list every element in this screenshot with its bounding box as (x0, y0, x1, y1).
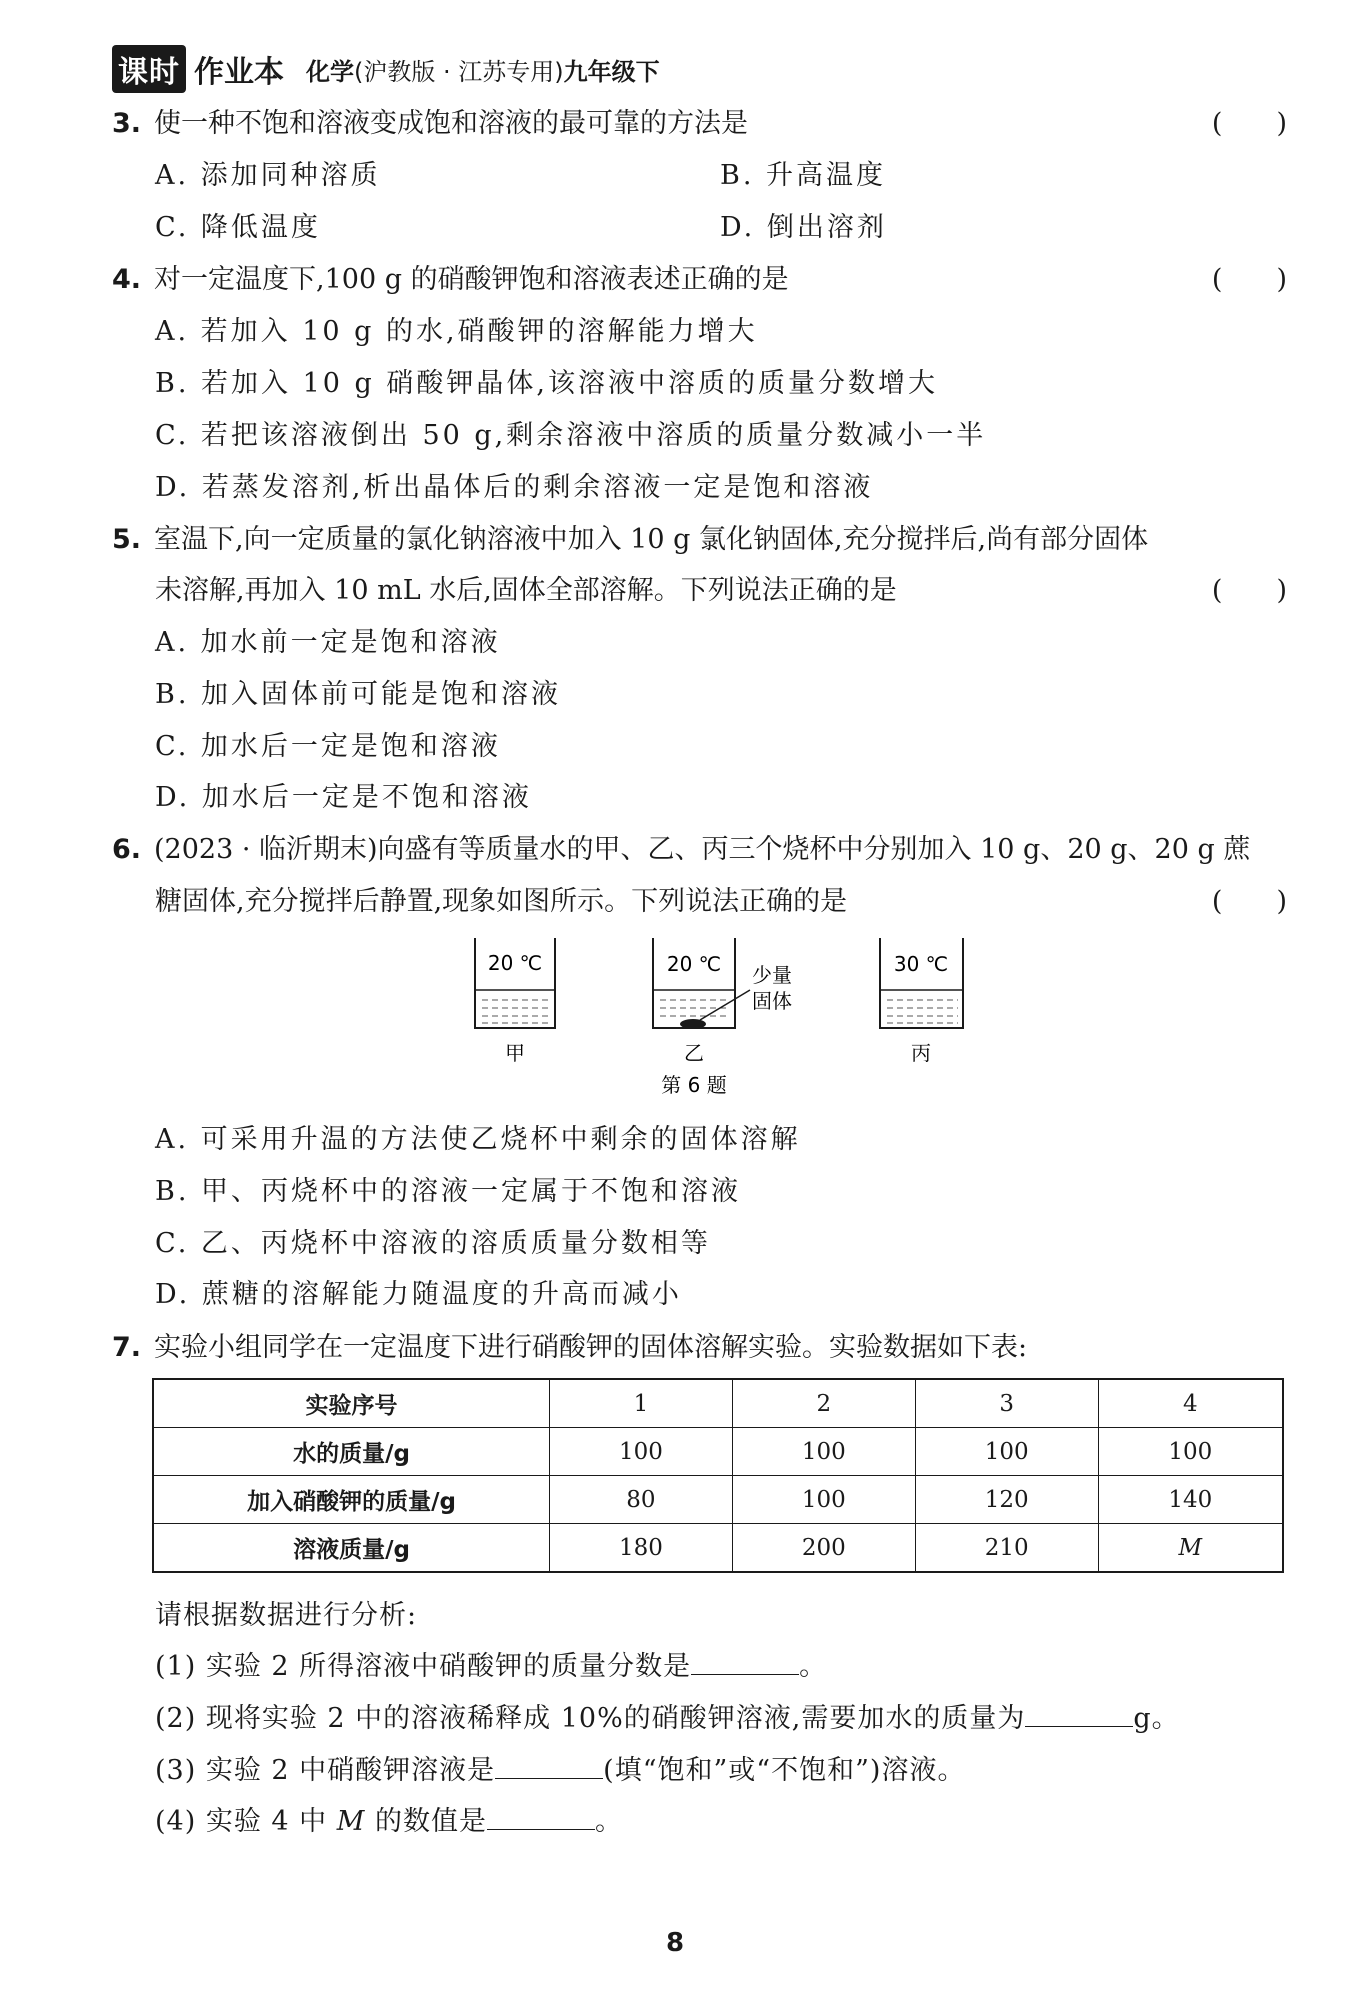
table-cell: 120 (915, 1476, 1098, 1524)
data-table (152, 1378, 1284, 1573)
solid-residue (680, 1019, 706, 1029)
option: A. 加水前一定是饱和溶液 (155, 627, 501, 658)
figure-caption: 第 6 题 (661, 1073, 727, 1097)
answer-paren: ( ) (1211, 264, 1287, 295)
beaker-bing (880, 938, 963, 1065)
option: C. 若把该溶液倒出 50 g,剩余溶液中溶质的质量分数减小一半 (155, 420, 987, 451)
table-cell: 80 (550, 1476, 733, 1524)
stem-text: 对一定温度下,100 g 的硝酸钾饱和溶液表述正确的是 (154, 264, 789, 295)
table-cell: 100 (1098, 1428, 1283, 1476)
table-cell: 210 (915, 1524, 1098, 1573)
option: B. 加入固体前可能是饱和溶液 (155, 679, 562, 710)
sub-text: 的数值是 (375, 1806, 488, 1837)
question-number: 3. (112, 108, 142, 139)
option: B. 甲、丙烧杯中的溶液一定属于不饱和溶液 (155, 1176, 742, 1207)
option: B. 升高温度 (720, 160, 887, 191)
question-7-stem (112, 1330, 1287, 1366)
answer-blank[interactable] (1025, 1700, 1133, 1727)
sub-question-4 (155, 1803, 623, 1840)
beaker-label: 甲 (505, 1041, 525, 1065)
question-5-stem-cont (155, 573, 1287, 609)
option: D. 加水后一定是不饱和溶液 (155, 782, 532, 813)
row-header: 水的质量/g (153, 1428, 550, 1476)
sub-text: (1) 实验 2 所得溶液中硝酸钾的质量分数是 (155, 1651, 692, 1682)
table-cell: 100 (732, 1476, 915, 1524)
variable-m: M (336, 1806, 366, 1837)
annotation: 少量 (752, 963, 792, 987)
answer-paren: ( ) (1211, 108, 1287, 139)
table-cell: 1 (550, 1379, 733, 1428)
logo-text: 作业本 (194, 55, 284, 90)
beaker-figure (460, 930, 980, 1110)
stem-text: 使一种不饱和溶液变成饱和溶液的最可靠的方法是 (154, 108, 748, 139)
table-cell: 4 (1098, 1379, 1283, 1428)
question-3-stem (112, 106, 1287, 142)
option: D. 蔗糖的溶解能力随温度的升高而减小 (155, 1279, 682, 1310)
stem-text: (2023 · 临沂期末)向盛有等质量水的甲、乙、丙三个烧杯中分别加入 10 g、20 g、20 g 蔗 (154, 834, 1251, 865)
annotation: 固体 (752, 989, 792, 1013)
beaker-label: 乙 (684, 1041, 704, 1065)
option: A. 若加入 10 g 的水,硝酸钾的溶解能力增大 (155, 316, 758, 347)
beaker-yi (653, 938, 792, 1097)
logo-box: 课时 (112, 45, 186, 93)
table-row (153, 1428, 1283, 1476)
question-number: 6. (112, 834, 142, 865)
row-header: 加入硝酸钾的质量/g (153, 1476, 550, 1524)
row-header: 溶液质量/g (153, 1524, 550, 1573)
answer-paren: ( ) (1211, 575, 1287, 606)
answer-paren: ( ) (1211, 886, 1287, 917)
answer-blank[interactable] (495, 1752, 603, 1779)
table-cell: 180 (550, 1524, 733, 1573)
row-header: 实验序号 (153, 1379, 550, 1428)
question-5-stem (112, 522, 1287, 558)
table-cell: 3 (915, 1379, 1098, 1428)
beaker-temp: 20 ℃ (487, 951, 543, 975)
stem-text: 糖固体,充分搅拌后静置,现象如图所示。下列说法正确的是 (155, 886, 848, 917)
table-cell: 100 (915, 1428, 1098, 1476)
answer-blank[interactable] (487, 1803, 595, 1830)
table-cell: 100 (732, 1428, 915, 1476)
table-cell: 140 (1098, 1476, 1283, 1524)
question-number: 4. (112, 264, 142, 295)
sub-question-3 (155, 1752, 965, 1789)
beaker-temp: 20 ℃ (666, 952, 722, 976)
question-6-stem (112, 832, 1287, 868)
table-cell: 100 (550, 1428, 733, 1476)
table-cell: 2 (732, 1379, 915, 1428)
sub-question-2 (155, 1700, 1180, 1737)
stem-text: 室温下,向一定质量的氯化钠溶液中加入 10 g 氯化钠固体,充分搅拌后,尚有部分固体 (154, 524, 1149, 555)
option: C. 加水后一定是饱和溶液 (155, 731, 501, 762)
beaker-label: 丙 (911, 1041, 931, 1065)
sub-text: 。 (595, 1806, 624, 1837)
question-6-stem-cont (155, 884, 1287, 920)
page-header (112, 44, 660, 94)
subject: 化学 (306, 57, 354, 86)
sub-question-1 (155, 1648, 827, 1685)
analysis-prompt: 请根据数据进行分析: (155, 1600, 418, 1631)
edition: (沪教版 · 江苏专用) (354, 57, 564, 86)
sub-text: 。 (799, 1651, 828, 1682)
beaker-temp: 30 ℃ (893, 952, 949, 976)
sub-text: (2) 现将实验 2 中的溶液稀释成 10%的硝酸钾溶液,需要加水的质量为 (155, 1703, 1026, 1734)
page-number: 8 (665, 1928, 685, 1958)
option: D. 若蒸发溶剂,析出晶体后的剩余溶液一定是饱和溶液 (155, 472, 874, 503)
sub-text: (3) 实验 2 中硝酸钾溶液是 (155, 1755, 496, 1786)
table-cell: 200 (732, 1524, 915, 1573)
sub-text: (4) 实验 4 中 (155, 1806, 328, 1837)
beaker-jia (475, 938, 555, 1065)
option: A. 可采用升温的方法使乙烧杯中剩余的固体溶解 (155, 1124, 801, 1155)
sub-text: g。 (1133, 1703, 1180, 1734)
answer-blank[interactable] (691, 1648, 799, 1675)
stem-text: 实验小组同学在一定温度下进行硝酸钾的固体溶解实验。实验数据如下表: (154, 1332, 1028, 1363)
header-subtitle (306, 52, 660, 87)
sub-text: (填“饱和”或“不饱和”)溶液。 (603, 1755, 966, 1786)
table-cell: M (1098, 1524, 1283, 1573)
question-number: 5. (112, 524, 142, 555)
option: B. 若加入 10 g 硝酸钾晶体,该溶液中溶质的质量分数增大 (155, 368, 938, 399)
grade: 九年级下 (563, 57, 660, 86)
option: D. 倒出溶剂 (720, 212, 887, 243)
table-row (153, 1476, 1283, 1524)
option: C. 降低温度 (155, 212, 321, 243)
stem-text: 未溶解,再加入 10 mL 水后,固体全部溶解。下列说法正确的是 (155, 575, 897, 606)
question-4-stem (112, 262, 1287, 298)
option: A. 添加同种溶质 (155, 160, 381, 191)
table-row (153, 1379, 1283, 1428)
question-number: 7. (112, 1332, 142, 1363)
table-row (153, 1524, 1283, 1573)
option: C. 乙、丙烧杯中溶液的溶质质量分数相等 (155, 1228, 711, 1259)
